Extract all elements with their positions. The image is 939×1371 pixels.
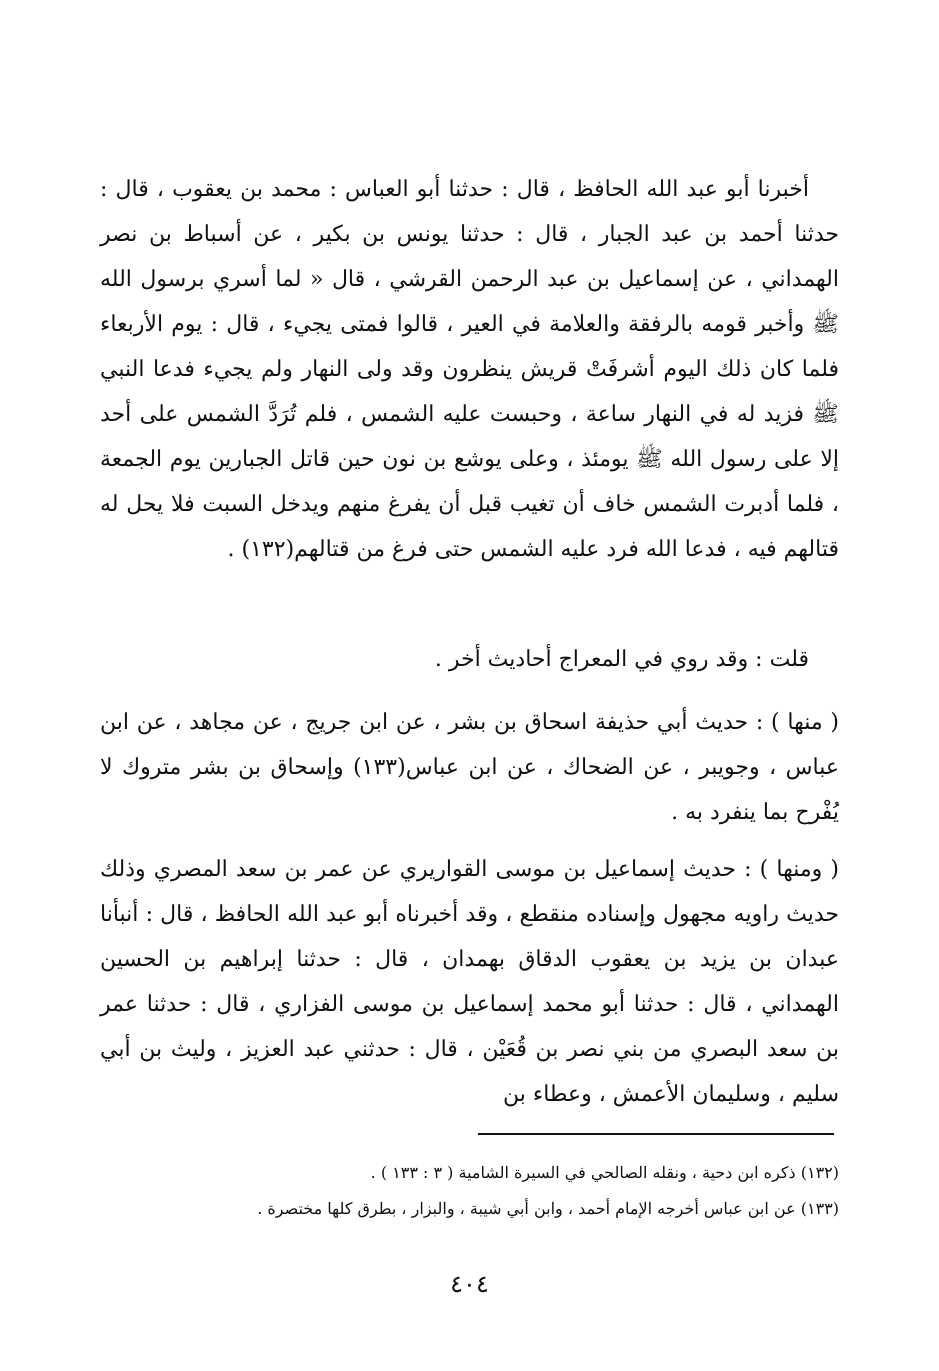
main-paragraph-3: ( منها ) : حديث أبي حذيفة اسحاق بن بشر ، عن ابن جريج ، عن مجاهد ، عن ابن عباس ، وجويبر ، عن الضحاك ، عن ابن عباس(١٣٣) وإسحاق بن بشر متروك لا يُفْرح بما ينفرد به .: [100, 710, 839, 825]
footnotes: [100, 1155, 839, 1227]
page-number: ٤٠٤: [450, 1270, 489, 1298]
main-paragraph-4: ( ومنها ) : حديث إسماعيل بن موسى القواريري عن عمر بن سعد المصري وذلك حديث راويه مجهول وإسناده منقطع ، وقد أخبرناه أبو عبد الله الحافظ ، قال : أنبأنا عبدان بن يزيد بن يعقوب الدقاق بهمدان ، قال : حدثنا إبراهيم بن الحسين الهمداني ، قال : حدثنا أبو محمد إسماعيل بن موسى الفزاري ، قال : حدثنا عمر بن سعد البصري من بني نصر بن قُعَيْن ، قال : حدثني عبد العزيز ، وليث بن أبي سليم ، وسليمان الأعمش ، وعطاء بن: [100, 857, 839, 1107]
footnote-132: (١٣٢) ذكره ابن دحية ، ونقله الصالحي في السيرة الشامية ( ٣ : ١٣٣ ) .: [370, 1163, 839, 1182]
footnote-133: (١٣٣) عن ابن عباس أخرجه الإمام أحمد ، وابن أبي شيبة ، والبزار ، بطرق كلها مختصرة .: [257, 1199, 839, 1218]
main-paragraph-1: أخبرنا أبو عبد الله الحافظ ، قال : حدثنا أبو العباس : محمد بن يعقوب ، قال : حدثنا أحمد بن عبد الجبار ، قال : حدثنا يونس بن بكير ، عن أسباط بن نصر الهمداني ، عن إسماعيل بن عبد الرحمن القرشي ، قال « لما أسري برسول الله ﷺ وأخبر قومه بالرفقة والعلامة في العير ، قالوا فمتى يجيء ، قال : يوم الأربعاء فلما كان ذلك اليوم أشرفَتْ قريش ينظرون وقد ولى النهار ولم يجيء فدعا النبي ﷺ فزيد له في النهار ساعة ، وحبست عليه الشمس ، فلم تُرَدَّ الشمس على أحد إلا على رسول الله ﷺ يومئذ ، وعلى يوشع بن نون حين قاتل الجبارين يوم الجمعة ، فلما أدبرت الشمس خاف أن تغيب قبل أن يفرغ منهم ويدخل السبت فلا يحل له قتالهم فيه ، فدعا الله فرد عليه الشمس حتى فرغ من قتالهم(١٣٢) .: [100, 177, 839, 562]
main-paragraph-2: قلت : وقد روي في المعراج أحاديث أخر .: [434, 647, 809, 672]
footnote-separator: [478, 1133, 834, 1135]
